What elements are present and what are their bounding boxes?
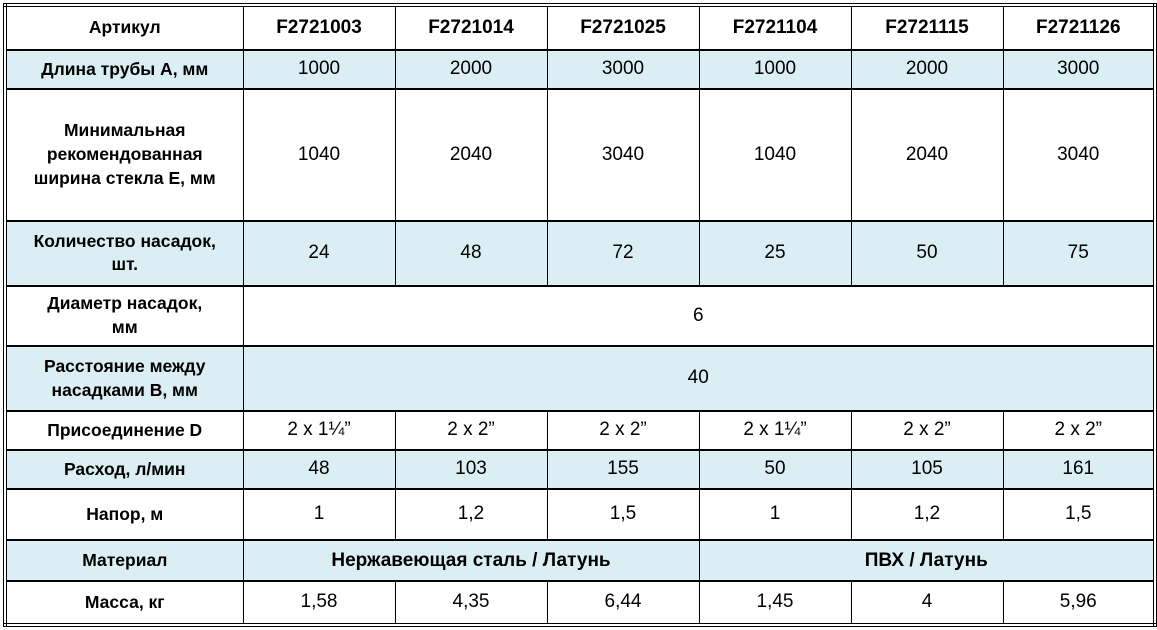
row-flow-rate: [5, 450, 1155, 490]
cell-value: 50: [851, 221, 1003, 286]
header-label-artikul: Артикул: [5, 5, 243, 50]
cell-value: 2 x 2”: [1003, 411, 1155, 449]
cell-value-span: 40: [243, 346, 1155, 411]
cell-value: 2 x 2”: [851, 411, 1003, 449]
cell-value: 2 x 2”: [395, 411, 547, 449]
cell-material-right: ПВХ / Латунь: [699, 540, 1155, 582]
row-label: Расстояние между насадками В, мм: [5, 346, 243, 411]
cell-value: 155: [547, 450, 699, 490]
cell-value: 72: [547, 221, 699, 286]
cell-value: 1,5: [1003, 489, 1155, 540]
cell-value: 3040: [1003, 89, 1155, 221]
cell-value-span: 6: [243, 286, 1155, 347]
cell-value: 1: [243, 489, 395, 540]
cell-value: 105: [851, 450, 1003, 490]
article-number: F2721003: [243, 5, 395, 50]
row-label: Количество насадок, шт.: [5, 221, 243, 286]
cell-value: 1: [699, 489, 851, 540]
cell-value: 3040: [547, 89, 699, 221]
article-number: F2721104: [699, 5, 851, 50]
cell-value: 75: [1003, 221, 1155, 286]
cell-value: 25: [699, 221, 851, 286]
cell-value: 1040: [699, 89, 851, 221]
cell-material-left: Нержавеющая сталь / Латунь: [243, 540, 699, 582]
row-mass: [5, 581, 1155, 625]
row-min-glass-width: [5, 89, 1155, 221]
cell-value: 1000: [243, 50, 395, 90]
cell-value: 2000: [851, 50, 1003, 90]
cell-value: 1,45: [699, 581, 851, 625]
row-pipe-length: [5, 50, 1155, 90]
row-label: Материал: [5, 540, 243, 582]
cell-value: 1,2: [395, 489, 547, 540]
cell-value: 2000: [395, 50, 547, 90]
cell-value: 103: [395, 450, 547, 490]
cell-value: 1,5: [547, 489, 699, 540]
cell-value: 4,35: [395, 581, 547, 625]
cell-value: 1,2: [851, 489, 1003, 540]
row-material: [5, 540, 1155, 582]
header-row: [5, 5, 1155, 50]
product-spec-table: [3, 3, 1157, 627]
cell-value: 6,44: [547, 581, 699, 625]
cell-value: 3000: [1003, 50, 1155, 90]
cell-value: 1000: [699, 50, 851, 90]
cell-value: 1040: [243, 89, 395, 221]
row-label: Напор, м: [5, 489, 243, 540]
row-label: Масса, кг: [5, 581, 243, 625]
cell-value: 48: [395, 221, 547, 286]
article-number: F2721014: [395, 5, 547, 50]
cell-value: 2 x 1¼”: [243, 411, 395, 449]
row-nozzle-spacing: [5, 346, 1155, 411]
row-label: Диаметр насадок, мм: [5, 286, 243, 347]
cell-value: 48: [243, 450, 395, 490]
row-label: Длина трубы А, мм: [5, 50, 243, 90]
cell-value: 4: [851, 581, 1003, 625]
row-head-pressure: [5, 489, 1155, 540]
row-label: Присоединение D: [5, 411, 243, 449]
cell-value: 1,58: [243, 581, 395, 625]
row-nozzle-count: [5, 221, 1155, 286]
cell-value: 2040: [851, 89, 1003, 221]
article-number: F2721025: [547, 5, 699, 50]
article-number: F2721115: [851, 5, 1003, 50]
cell-value: 50: [699, 450, 851, 490]
row-label: Расход, л/мин: [5, 450, 243, 490]
cell-value: 2 x 1¼”: [699, 411, 851, 449]
article-number: F2721126: [1003, 5, 1155, 50]
cell-value: 5,96: [1003, 581, 1155, 625]
row-label: Минимальная рекомендованная ширина стекла Е, мм: [5, 89, 243, 221]
row-connection: [5, 411, 1155, 449]
cell-value: 24: [243, 221, 395, 286]
cell-value: 3000: [547, 50, 699, 90]
cell-value: 161: [1003, 450, 1155, 490]
row-nozzle-diameter: [5, 286, 1155, 347]
cell-value: 2 x 2”: [547, 411, 699, 449]
cell-value: 2040: [395, 89, 547, 221]
